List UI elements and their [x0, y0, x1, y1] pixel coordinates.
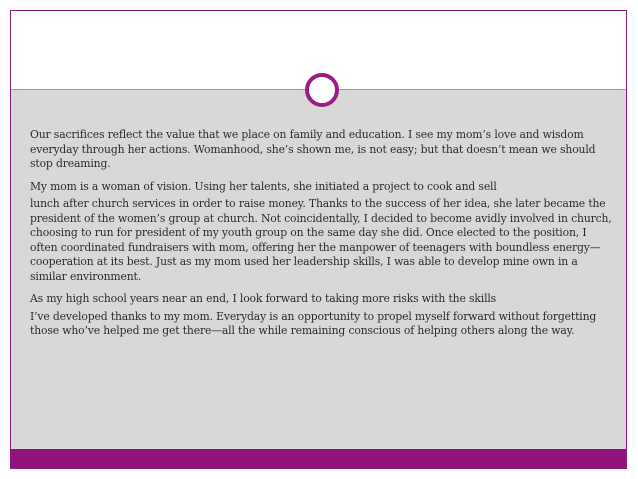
- paragraph-5: I’ve developed thanks to my mom. Everyday is an opportunity to propel myself forward without forgetting those who’ve helped me get there—all the while remaining conscious of helping others along the way.: [30, 309, 597, 337]
- circle-ornament-icon: [305, 73, 339, 107]
- paragraph-3: lunch after church services in order to raise money. Thanks to the success of her idea, she later became the president of the women’s group at church. Not coincidentally, I decided to become avidly involved in church, choosing to run for president of my youth group on the same day she did. Once elected to the position, I often coordinated fundraisers with mom, offering her the manpower of teenagers with boundless energy—cooperation at its best. Just as my mom used her leadership skills, I was able to develop mine own in a similar environment.: [30, 197, 612, 283]
- paragraph-4: As my high school years near an end, I look forward to taking more risks with the skills: [30, 292, 497, 305]
- paragraph-2: My mom is a woman of vision. Using her talents, she initiated a project to cook and sell: [30, 179, 497, 193]
- slide-body-text: [30, 128, 616, 347]
- footer-bar: [11, 449, 626, 468]
- paragraph-1: Our sacrifices reflect the value that we place on family and education. I see my mom’s love and wisdom everyday through her actions. Womanhood, she’s shown me, is not easy; but that doesn’t mean we should stop dreaming.: [30, 128, 596, 170]
- slide: [10, 10, 627, 469]
